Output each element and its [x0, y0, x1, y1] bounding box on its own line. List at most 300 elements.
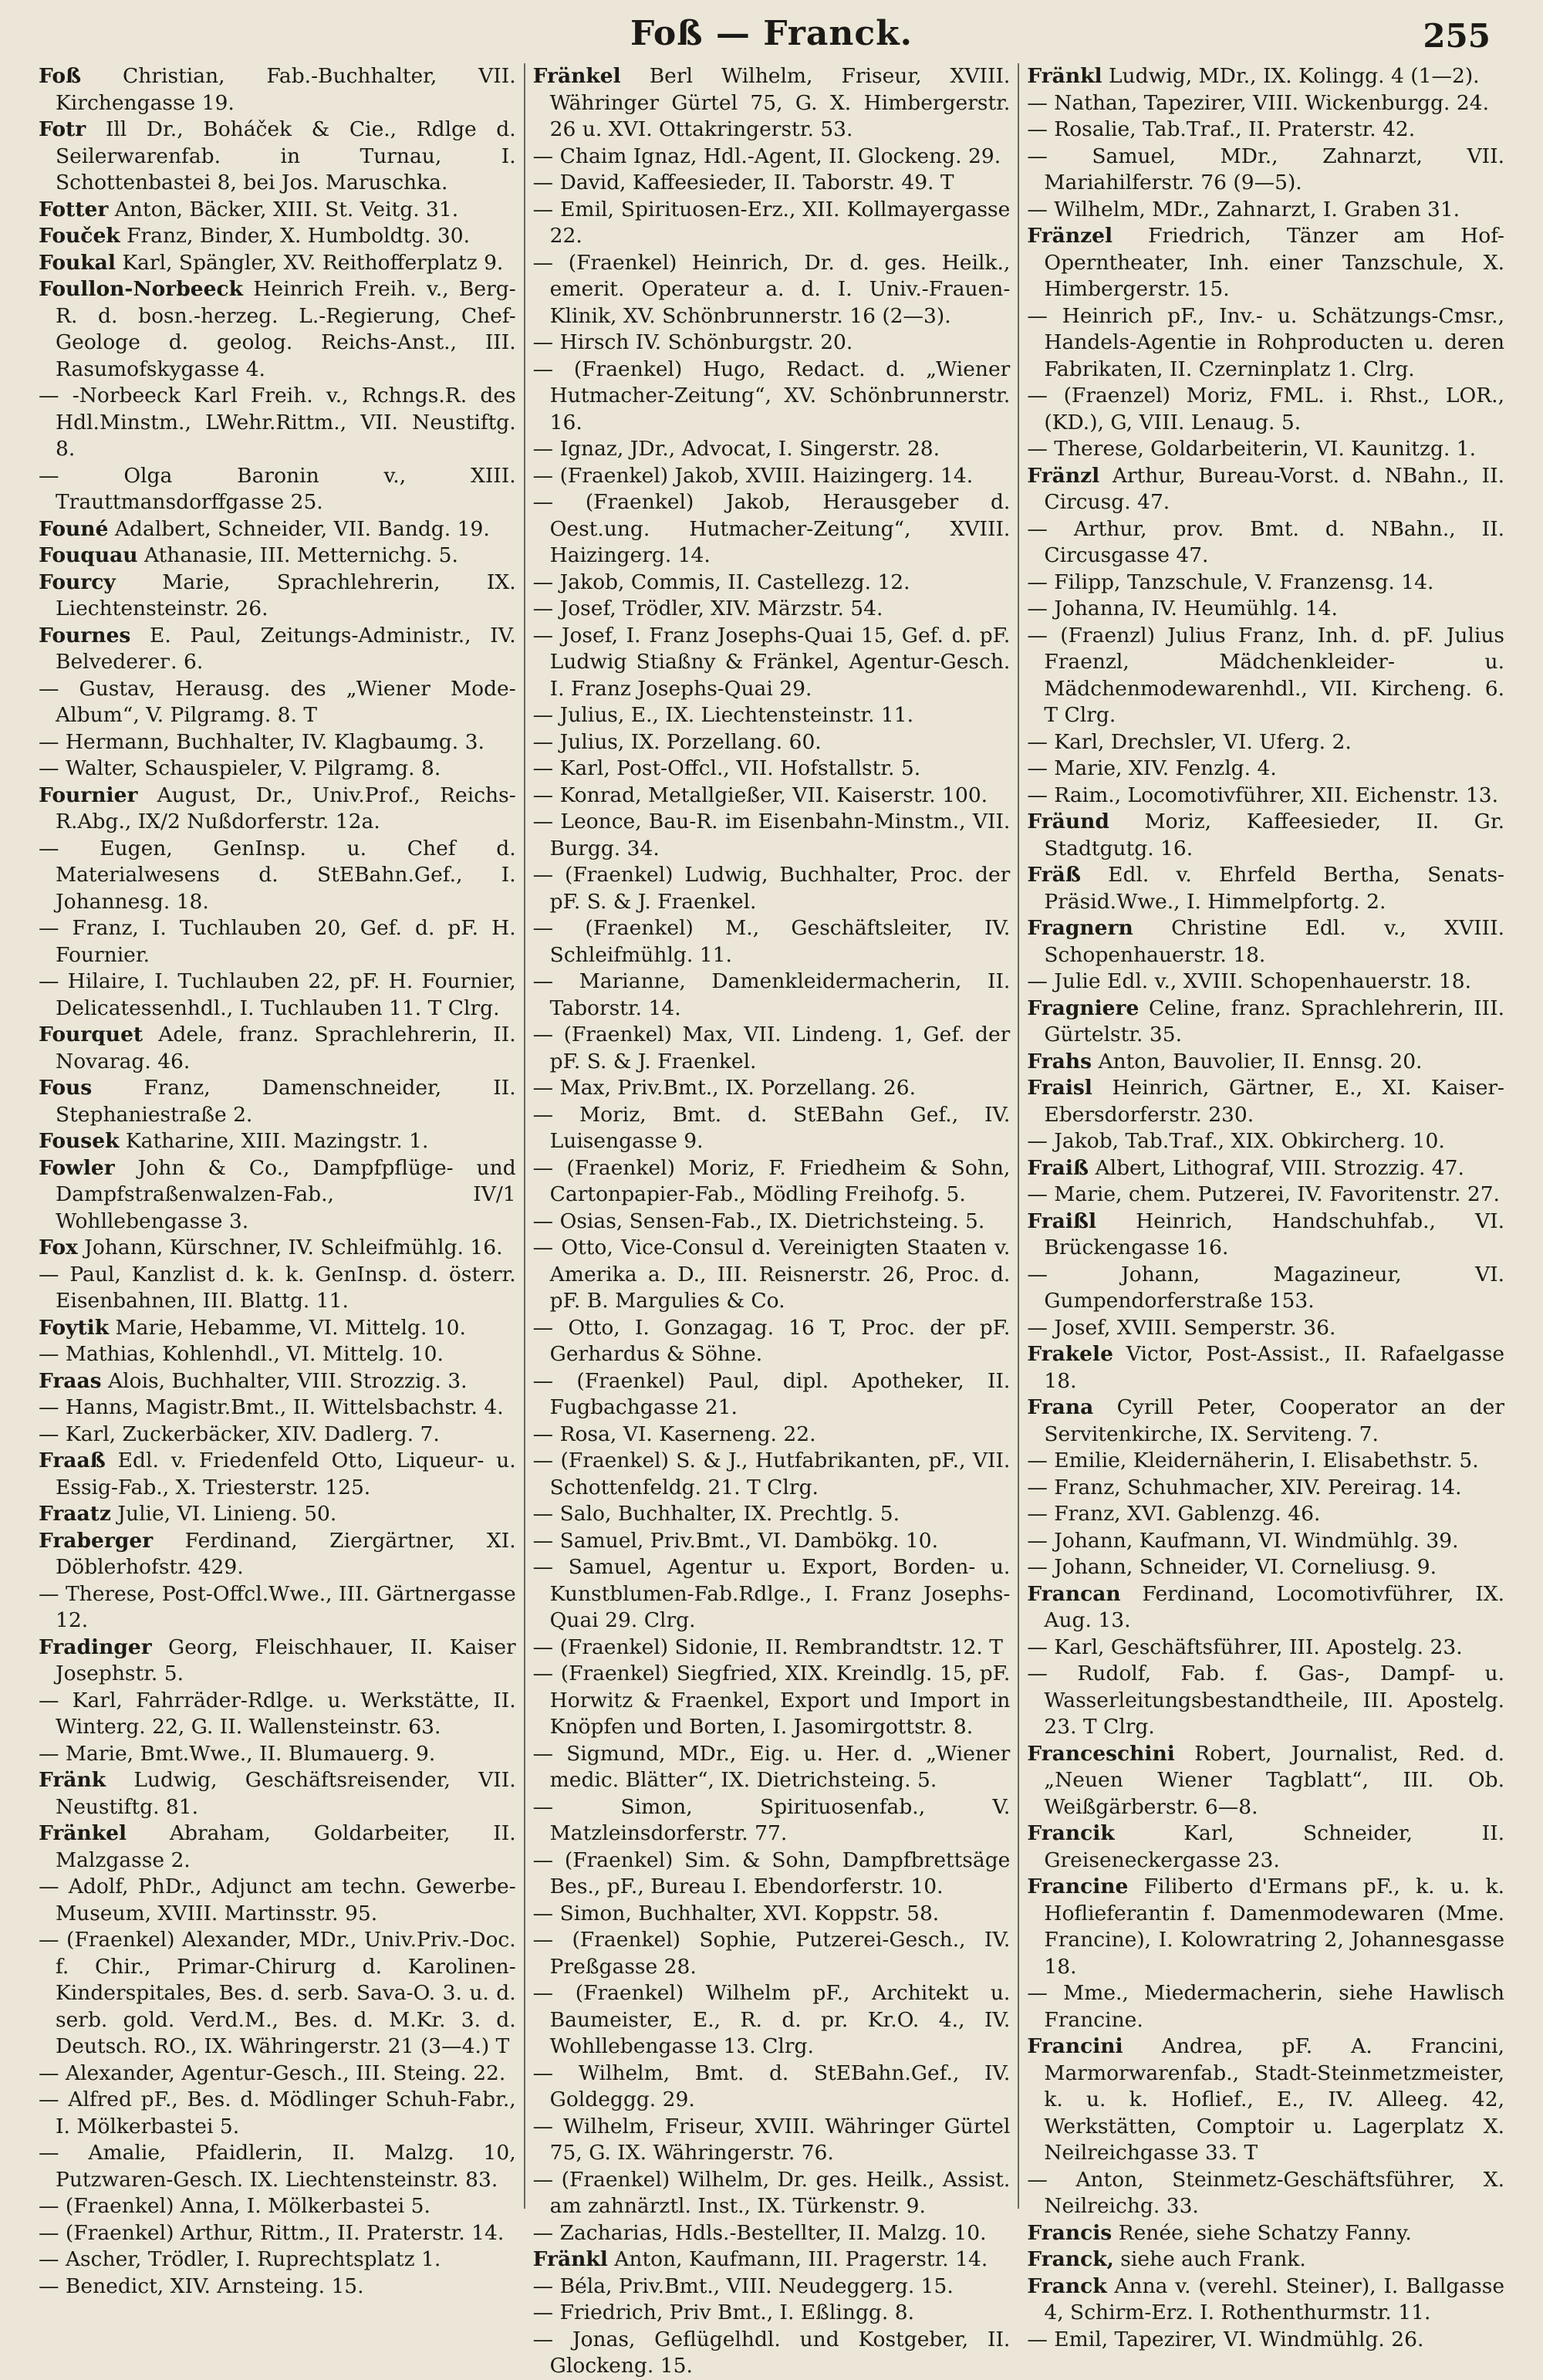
entry-text: — Anton, Steinmetz-Geschäftsführer, X. Neilreichg. 33. [1027, 2167, 1505, 2218]
entry-text: — (Fraenkel) Heinrich, Dr. d. ges. Heilk., emerit. Operateur a. d. I. Univ.-Frauen-Klinik, XV. Schönbrunnerstr. 16 (2—3). [532, 250, 1011, 328]
directory-entry [533, 1635, 1011, 1662]
directory-entry [1027, 2246, 1504, 2274]
entry-text: — Jakob, Tab.Traf., XIX. Obkircherg. 10. [1027, 1129, 1445, 1153]
directory-entry [1027, 1635, 1504, 1662]
entry-text: Ludwig, Geschäftsreisender, VII. Neustiftg. 81. [56, 1768, 516, 1819]
directory-entry [1027, 1820, 1504, 1874]
entry-text: — Josef, I. Franz Josephs-Quai 15, Gef. d. pF. Ludwig Stiaßny & Fränkel, Agentur-Gesch. I. Franz Josephs-Quai 29. [532, 623, 1011, 701]
entry-text: — Karl, Post-Offcl., VII. Hofstallstr. 5. [532, 756, 921, 780]
entry-text: — Karl, Drechsler, VI. Uferg. 2. [1027, 729, 1352, 754]
directory-entry [533, 1235, 1011, 1315]
entry-text: — Hirsch IV. Schönburgstr. 20. [532, 330, 853, 354]
entry-surname: Fox [39, 1236, 78, 1259]
directory-entry [39, 463, 516, 516]
entry-surname: Fränkl [532, 2247, 608, 2271]
directory-entry [39, 223, 516, 250]
directory-entry [533, 596, 1011, 623]
entry-text: — Marie, Bmt.Wwe., II. Blumauerg. 9. [39, 1741, 436, 1766]
entry-text: Edl. v. Ehrfeld Bertha, Senats-Präsid.Wwe., I. Himmelpfortg. 2. [1044, 863, 1505, 914]
directory-entry [533, 1528, 1011, 1555]
entry-surname: Frana [1027, 1395, 1094, 1419]
directory-entry [39, 1315, 516, 1342]
entry-text: — Amalie, Pfaidlerin, II. Malzg. 10, Putzwaren-Gesch. IX. Liechtensteinstr. 83. [39, 2141, 516, 2192]
entry-text: — (Fraenkel) Sim. & Sohn, Dampfbrettsäge Bes., pF., Bureau I. Ebendorferstr. 10. [532, 1848, 1011, 1898]
directory-entry [533, 2061, 1011, 2114]
directory-entry [1027, 1209, 1504, 1262]
entry-text: Filiberto d'Ermans pF., k. u. k. Hoflieferantin f. Damenmodewaren (Mme. Francine), I. Kolowratring 2, Johannesgasse 18. [1044, 1875, 1505, 1979]
directory-entry [1027, 90, 1504, 117]
column-left [31, 63, 524, 2298]
directory-entry [533, 1980, 1011, 2061]
entry-text: Heinrich, Handschuhfab., VI. Brückengasse 16. [1044, 1209, 1505, 1259]
entry-text: Berl Wilhelm, Friseur, XVIII. Währinger Gürtel 75, G. X. Himbergerstr. 26 u. XVI. Ottakringerstr. 53. [549, 64, 1011, 141]
entry-surname: Fränkl [1027, 64, 1102, 88]
entry-text: Adalbert, Schneider, VII. Bandg. 19. [108, 516, 490, 541]
entry-surname: Fraiß [1027, 1155, 1089, 1180]
directory-entry [39, 2220, 516, 2247]
directory-entry [39, 1501, 516, 1528]
entry-text: — Emil, Spirituosen-Erz., XII. Kollmayergasse 22. [532, 197, 1011, 248]
entry-text: Franz, Damenschneider, II. Stephaniestraße 2. [56, 1076, 516, 1127]
entry-text: — Sigmund, MDr., Eig. u. Her. d. „Wiener medic. Blätter“, IX. Dietrichsteing. 5. [532, 1741, 1011, 1792]
entry-surname: Francan [1027, 1581, 1121, 1606]
entry-text: — Johann, Kaufmann, VI. Windmühlg. 39. [1027, 1528, 1459, 1553]
directory-entry [39, 1262, 516, 1315]
entry-surname: Fragnern [1027, 916, 1133, 940]
entry-text: — (Fraenkel) M., Geschäftsleiter, IV. Schleifmühlg. 11. [532, 916, 1011, 967]
directory-entry [533, 1422, 1011, 1449]
entry-text: — Simon, Buchhalter, XVI. Koppstr. 58. [532, 1901, 940, 1925]
directory-entry [533, 1661, 1011, 1741]
entry-text: Katharine, XIII. Mazingstr. 1. [119, 1129, 429, 1153]
directory-entry [39, 2193, 516, 2220]
directory-entry [1027, 1448, 1504, 1475]
entry-text: — Mathias, Kohlenhdl., VI. Mittelg. 10. [39, 1342, 444, 1366]
directory-entry [39, 543, 516, 570]
entry-text: Marie, Sprachlehrerin, IX. Liechtensteinstr. 26. [56, 570, 516, 620]
entry-text: — Johann, Schneider, VI. Corneliusg. 9. [1027, 1555, 1437, 1579]
directory-entry [1027, 63, 1504, 90]
entry-text: — (Fraenkel) Moriz, F. Friedheim & Sohn, Cartonpapier-Fab., Mödling Freihofg. 5. [532, 1155, 1011, 1206]
entry-surname: Foullon-Norbeeck [39, 277, 243, 301]
entry-text: — Konrad, Metallgießer, VII. Kaiserstr. 100. [532, 783, 988, 807]
directory-entry [533, 436, 1011, 463]
entry-surname: Francine [1027, 1875, 1129, 1898]
directory-entry [1027, 516, 1504, 570]
entry-text: — Moriz, Bmt. d. StEBahn Gef., IV. Luisengasse 9. [532, 1102, 1011, 1153]
entry-text: — Filipp, Tanzschule, V. Franzensg. 14. [1027, 570, 1434, 594]
directory-entry [1027, 2220, 1504, 2247]
entry-text: Andrea, pF. A. Francini, Marmorwarenfab., Stadt-Steinmetzmeister, k. u. k. Hoflief., E., IV. Alleeg. 42, Werkstätten, Comptoir u. Lagerplatz X. Neilreichgasse 33. T [1044, 2034, 1505, 2165]
entry-text: — Zacharias, Hdls.-Bestellter, II. Malzg. 10. [532, 2220, 987, 2245]
entry-surname: Fousek [39, 1129, 120, 1153]
entry-text: Renée, siehe Schatzy Fanny. [1112, 2220, 1412, 2245]
entry-text: — Adolf, PhDr., Adjunct am techn. Gewerbe-Museum, XVIII. Martinsstr. 95. [39, 1875, 516, 1925]
directory-entry [533, 1741, 1011, 1794]
entry-text: — Otto, Vice-Consul d. Vereinigten Staaten v. Amerika a. D., III. Reisnerstr. 26, Proc. d. pF. B. Margulies & Co. [532, 1236, 1011, 1313]
directory-entry [533, 2274, 1011, 2301]
directory-entry [533, 1075, 1011, 1102]
directory-entry [39, 1075, 516, 1128]
entry-text: — Arthur, prov. Bmt. d. NBahn., II. Circusgasse 47. [1027, 516, 1505, 567]
entry-text: Anna v. (verehl. Steiner), I. Ballgasse 4, Schirm-Erz. I. Rothenthurmstr. 11. [1044, 2274, 1505, 2324]
entry-text: Anton, Kaufmann, III. Pragerstr. 14. [607, 2247, 988, 2271]
directory-entry [533, 2167, 1011, 2220]
entry-text: — Simon, Spirituosenfab., V. Matzleinsdorferstr. 77. [532, 1794, 1011, 1845]
entry-text: — Julius, E., IX. Liechtensteinstr. 11. [532, 703, 914, 727]
entry-text: Franz, Binder, X. Humboldtg. 30. [120, 224, 471, 248]
directory-entry [1027, 383, 1504, 436]
directory-entry [533, 1022, 1011, 1075]
entry-surname: Fraas [39, 1368, 102, 1393]
directory-entry [1027, 2327, 1504, 2354]
directory-entry [533, 1102, 1011, 1155]
entry-text: — Alexander, Agentur-Gesch., III. Steing. 22. [39, 2061, 506, 2085]
entry-text: Christian, Fab.-Buchhalter, VII. Kirchengasse 19. [56, 64, 516, 115]
entry-surname: Fouquau [39, 543, 138, 567]
entry-text: — Salo, Buchhalter, IX. Prechtlg. 5. [532, 1502, 900, 1526]
entry-text: — Karl, Zuckerbäcker, XIV. Dadlerg. 7. [39, 1422, 440, 1446]
entry-surname: Fränzel [1027, 224, 1113, 248]
entry-surname: Fouček [39, 224, 120, 248]
directory-entry [533, 702, 1011, 729]
entry-text: Celine, franz. Sprachlehrerin, III. Gürtelstr. 35. [1044, 996, 1505, 1046]
entry-text: Cyrill Peter, Cooperator an der Servitenkirche, IX. Serviteng. 7. [1044, 1395, 1505, 1446]
entry-text: Ferdinand, Locomotivführer, IX. Aug. 13. [1044, 1581, 1505, 1632]
directory-entry [1027, 915, 1504, 969]
entry-text: — (Fraenkel) Arthur, Rittm., II. Praterstr. 14. [39, 2220, 505, 2245]
entry-text: — Otto, I. Gonzagag. 16 T, Proc. der pF. Gerhardus & Söhne. [532, 1315, 1011, 1366]
entry-text: — Josef, Trödler, XIV. Märzstr. 54. [532, 597, 883, 620]
directory-entry [533, 2327, 1011, 2380]
directory-entry [39, 516, 516, 543]
directory-entry [533, 809, 1011, 862]
entry-text: Heinrich Freih. v., Berg-R. d. bosn.-herzeg. L.-Regierung, Chef-Geologe d. geolog. Reichs-Anst., III. Rasumofskygasse 4. [56, 277, 516, 381]
entry-text: — Marie, XIV. Fenzlg. 4. [1027, 756, 1277, 780]
directory-entry [39, 729, 516, 756]
entry-text: — Olga Baronin v., XIII. Trauttmansdorffgasse 25. [39, 463, 516, 514]
entry-text: Julie, VI. Linieng. 50. [110, 1502, 337, 1526]
directory-entry [533, 1927, 1011, 1980]
entry-text: Anton, Bäcker, XIII. St. Veitg. 31. [108, 197, 459, 221]
entry-text: — (Fraenkel) Hugo, Redact. d. „Wiener Hutmacher-Zeitung“, XV. Schönbrunnerstr. 16. [532, 357, 1011, 434]
entry-text: — (Fraenzl) Julius Franz, Inh. d. pF. Julius Fraenzl, Mädchenkleider- u. Mädchenmodewarenhdl., VII. Kircheng. 6. T Clrg. [1027, 623, 1505, 727]
directory-entry [533, 570, 1011, 597]
directory-entry [533, 969, 1011, 1022]
directory-entry [533, 357, 1011, 437]
entry-surname: Fourcy [39, 570, 116, 594]
directory-entry [39, 1155, 516, 1236]
entry-text: Arthur, Bureau-Vorst. d. NBahn., II. Circusg. 47. [1044, 463, 1505, 514]
entry-text: — Rudolf, Fab. f. Gas-, Dampf- u. Wasserleitungsbestandtheile, III. Apostelg. 23. T Clrg. [1027, 1662, 1505, 1739]
entry-text: — (Fraenkel) Jakob, XVIII. Haizingerg. 14. [532, 463, 974, 488]
entry-text: — (Fraenkel) Wilhelm pF., Architekt u. Baumeister, E., R. d. pr. Kr.O. 4., IV. Wohllebengasse 13. Clrg. [532, 1981, 1011, 2058]
directory-entry [533, 2114, 1011, 2167]
entry-text: — (Fraenkel) Anna, I. Mölkerbastei 5. [39, 2194, 430, 2218]
directory-entry [533, 1155, 1011, 1209]
directory-entry [533, 489, 1011, 570]
entry-text: — (Fraenkel) Paul, dipl. Apotheker, II. Fugbachgasse 21. [532, 1368, 1011, 1419]
entry-text: — Samuel, MDr., Zahnarzt, VII. Mariahilferstr. 76 (9—5). [1027, 144, 1505, 194]
directory-entry [533, 144, 1011, 171]
entry-text: — Julius, IX. Porzellang. 60. [532, 729, 822, 754]
entry-text: — Ascher, Trödler, I. Ruprechtsplatz 1. [39, 2247, 441, 2271]
entry-text: Victor, Post-Assist., II. Rafaelgasse 18. [1044, 1342, 1505, 1393]
directory-entry [533, 330, 1011, 357]
entry-text: Abraham, Goldarbeiter, II. Malzgasse 2. [56, 1821, 516, 1872]
directory-entry [39, 2061, 516, 2088]
directory-entry [1027, 436, 1504, 463]
entry-text: Moriz, Kaffeesieder, II. Gr. Stadtgutg. 16. [1044, 810, 1505, 860]
entry-text: Adele, franz. Sprachlehrerin, II. Novarag. 46. [56, 1023, 516, 1073]
entry-text: — Johann, Magazineur, VI. Gumpendorferstraße 153. [1027, 1262, 1505, 1313]
directory-entry [39, 2274, 516, 2301]
entry-surname: Fous [39, 1076, 93, 1100]
directory-entry [1027, 1315, 1504, 1342]
directory-entry [533, 1554, 1011, 1635]
directory-entry [533, 1368, 1011, 1422]
entry-text: — (Fraenkel) Ludwig, Buchhalter, Proc. der pF. S. & J. Fraenkel. [532, 863, 1011, 914]
entry-surname: Fraisl [1027, 1076, 1092, 1100]
directory-entry [39, 1874, 516, 1927]
directory-entry [39, 1022, 516, 1075]
directory-entry [1027, 783, 1504, 810]
entry-text: John & Co., Dampfpflüge- und Dampfstraßenwalzen-Fab., IV/1 Wohllebengasse 3. [56, 1155, 516, 1233]
entry-text: — (Fraenkel) Wilhelm, Dr. ges. Heilk., Assist. am zahnärztl. Inst., IX. Türkenstr. 9. [532, 2167, 1011, 2218]
directory-entry [39, 1128, 516, 1155]
entry-text: — Friedrich, Priv Bmt., I. Eßlingg. 8. [532, 2301, 914, 2324]
entry-surname: Fraberger [39, 1528, 154, 1553]
page-number: 255 [1423, 17, 1491, 55]
entry-text: — Samuel, Priv.Bmt., VI. Dambökg. 10. [532, 1528, 939, 1553]
entry-text: — Wilhelm, Bmt. d. StEBahn.Gef., IV. Goldeggg. 29. [532, 2061, 1011, 2111]
entry-text: — Hilaire, I. Tuchlauben 22, pF. H. Fournier, Delicatessenhdl., I. Tuchlauben 11. T Clrg. [39, 969, 516, 1020]
directory-entry [39, 1528, 516, 1581]
entry-text: — -Norbeeck Karl Freih. v., Rchngs.R. des Hdl.Minstm., LWehr.Rittm., VII. Neustiftg. 8. [39, 384, 516, 461]
entry-surname: Fräß [1027, 863, 1081, 887]
directory-entry [533, 1848, 1011, 1901]
column-right [1018, 63, 1512, 2351]
directory-entry [533, 783, 1011, 810]
entry-text: — Emil, Tapezirer, VI. Windmühlg. 26. [1027, 2327, 1424, 2351]
directory-entry [1027, 1980, 1504, 2033]
entry-text: — Chaim Ignaz, Hdl.-Agent, II. Glockeng. 29. [532, 144, 1001, 168]
entry-surname: Fräund [1027, 810, 1109, 833]
directory-entry [1027, 1554, 1504, 1581]
directory-entry [533, 2300, 1011, 2327]
entry-text: Ferdinand, Ziergärtner, XI. Döblerhofstr. 429. [56, 1528, 516, 1579]
entry-text: — (Fraenkel) Jakob, Herausgeber d. Oest.ung. Hutmacher-Zeitung“, XVIII. Haizingerg. 14. [532, 490, 1011, 567]
entry-text: — Marianne, Damenkleidermacherin, II. Taborstr. 14. [532, 969, 1011, 1020]
directory-entry [39, 1767, 516, 1820]
entry-text: — Hanns, Magistr.Bmt., II. Wittelsbachstr. 4. [39, 1395, 504, 1419]
directory-entry [39, 1927, 516, 2061]
directory-entry [533, 170, 1011, 197]
directory-entry [1027, 809, 1504, 862]
directory-entry [39, 783, 516, 836]
entry-surname: Fotter [39, 197, 109, 221]
entry-surname: Fränzl [1027, 463, 1100, 488]
entry-text: — Heinrich pF., Inv.- u. Schätzungs-Cmsr., Handels-Agentie in Rohproducten u. deren Fabrikaten, II. Czerninplatz 1. Clrg. [1027, 303, 1505, 381]
directory-entry [39, 623, 516, 676]
entry-surname: Fournier [39, 783, 138, 807]
directory-entry [39, 197, 516, 224]
directory-entry [533, 63, 1011, 144]
entry-surname: Franceschini [1027, 1741, 1175, 1766]
directory-entry [1027, 1128, 1504, 1155]
entry-text: — (Fraenkel) Sidonie, II. Rembrandtstr. 12. T [532, 1635, 1003, 1659]
directory-entry [39, 117, 516, 197]
directory-entry [1027, 1501, 1504, 1528]
directory-entry [1027, 996, 1504, 1049]
entry-text: — David, Kaffeesieder, II. Taborstr. 49. T [532, 171, 954, 194]
entry-surname: Fotr [39, 117, 86, 141]
directory-entry [1027, 197, 1504, 224]
directory-entry [39, 1395, 516, 1422]
entry-surname: Foytik [39, 1315, 110, 1340]
entry-surname: Fränkel [39, 1821, 127, 1845]
directory-entry [39, 63, 516, 117]
directory-entry [1027, 1049, 1504, 1076]
directory-entry [533, 2220, 1011, 2247]
entry-text: Marie, Hebamme, VI. Mittelg. 10. [109, 1315, 466, 1340]
directory-entry [533, 756, 1011, 783]
entry-text: Friedrich, Tänzer am Hof-Operntheater, Inh. einer Tanzschule, X. Himbergerstr. 15. [1044, 224, 1505, 301]
directory-entry [1027, 756, 1504, 783]
entry-text: — Therese, Goldarbeiterin, VI. Kaunitzg. 1. [1027, 437, 1477, 461]
directory-entry [39, 1341, 516, 1368]
entry-text: — Franz, I. Tuchlauben 20, Gef. d. pF. H. Fournier. [39, 916, 516, 967]
directory-entry [1027, 969, 1504, 996]
page-header [46, 14, 1497, 68]
entry-text: — Hermann, Buchhalter, IV. Klagbaumg. 3. [39, 729, 485, 754]
directory-entry [1027, 1874, 1504, 1980]
entry-text: — Wilhelm, Friseur, XVIII. Währinger Gürtel 75, G. IX. Währingerstr. 76. [532, 2114, 1011, 2165]
entry-surname: Founé [39, 516, 109, 541]
directory-entry [1027, 623, 1504, 729]
entry-text: Robert, Journalist, Red. d. „Neuen Wiener Tagblatt“, III. Ob. Weißgärberstr. 6—8. [1044, 1741, 1505, 1819]
directory-entry [1027, 570, 1504, 597]
directory-entry [533, 1448, 1011, 1501]
entry-text: — Franz, XVI. Gablenzg. 46. [1027, 1502, 1321, 1526]
directory-entry [533, 1315, 1011, 1368]
directory-entry [533, 862, 1011, 915]
entry-text: — Paul, Kanzlist d. k. k. GenInsp. d. österr. Eisenbahnen, III. Blattg. 11. [39, 1262, 516, 1313]
directory-entry [39, 2246, 516, 2274]
entry-surname: Francis [1027, 2220, 1113, 2245]
entry-text: Albert, Lithograf, VIII. Strozzig. 47. [1089, 1155, 1464, 1180]
directory-entry [533, 250, 1011, 330]
entry-surname: Frakele [1027, 1342, 1113, 1366]
directory-columns [31, 63, 1512, 2378]
directory-entry [39, 1422, 516, 1449]
entry-text: Georg, Fleischhauer, II. Kaiser Josephstr. 5. [56, 1635, 516, 1685]
entry-text: — (Fraenkel) Sophie, Putzerei-Gesch., IV. Preßgasse 28. [532, 1928, 1011, 1979]
entry-text: — Alfred pF., Bes. d. Mödlinger Schuh-Fabr., I. Mölkerbastei 5. [39, 2088, 516, 2138]
entry-surname: Fränk [39, 1768, 106, 1792]
entry-text: — Jakob, Commis, II. Castellezg. 12. [532, 570, 910, 594]
entry-text: — Samuel, Agentur u. Export, Borden- u. Kunstblumen-Fab.Rdlge., I. Franz Josephs-Quai 29. Clrg. [532, 1555, 1011, 1632]
directory-entry [39, 1235, 516, 1262]
directory-entry [1027, 117, 1504, 144]
entry-text: — Franz, Schuhmacher, XIV. Pereirag. 14. [1027, 1475, 1462, 1499]
directory-entry [533, 463, 1011, 490]
directory-entry [39, 383, 516, 463]
entry-text: Heinrich, Gärtner, E., XI. Kaiser-Ebersdorferstr. 230. [1044, 1076, 1505, 1127]
entry-text: — Osias, Sensen-Fab., IX. Dietrichsteing. 5. [532, 1209, 985, 1233]
directory-entry [1027, 729, 1504, 756]
entry-surname: Franck, [1027, 2247, 1114, 2271]
directory-entry [533, 915, 1011, 969]
directory-entry [1027, 303, 1504, 384]
directory-entry [1027, 1661, 1504, 1741]
directory-entry [39, 250, 516, 277]
directory-entry [1027, 1155, 1504, 1182]
directory-entry [1027, 1262, 1504, 1315]
entry-text: August, Dr., Univ.Prof., Reichs-R.Abg., IX/2 Nußdorferstr. 12a. [56, 783, 516, 833]
directory-entry [39, 969, 516, 1022]
directory-entry [1027, 2274, 1504, 2327]
entry-surname: Fränkel [532, 64, 621, 88]
entry-text: Athanasie, III. Metternichg. 5. [137, 543, 458, 567]
entry-text: — Rosalie, Tab.Traf., II. Praterstr. 42. [1027, 117, 1416, 141]
directory-entry [1027, 1528, 1504, 1555]
entry-text: — Gustav, Herausg. des „Wiener Mode-Album“, V. Pilgramg. 8. T [39, 676, 516, 727]
directory-entry [1027, 2033, 1504, 2167]
entry-surname: Fraaß [39, 1449, 106, 1472]
entry-text: — Eugen, GenInsp. u. Chef d. Materialwesens d. StEBahn.Gef., I. Johannesg. 18. [39, 836, 516, 914]
directory-entry [1027, 596, 1504, 623]
entry-text: Alois, Buchhalter, VIII. Strozzig. 3. [101, 1368, 468, 1393]
directory-entry [39, 1688, 516, 1741]
directory-entry [533, 1901, 1011, 1928]
directory-entry [39, 2140, 516, 2193]
entry-surname: Franck [1027, 2274, 1107, 2298]
directory-entry [533, 197, 1011, 250]
entry-text: — Benedict, XIV. Arnsteing. 15. [39, 2274, 364, 2298]
entry-text: — Rosa, VI. Kaserneng. 22. [532, 1422, 816, 1446]
directory-entry [39, 1581, 516, 1635]
directory-entry [1027, 862, 1504, 915]
entry-text: — Emilie, Kleidernäherin, I. Elisabethstr. 5. [1027, 1449, 1479, 1472]
entry-surname: Fowler [39, 1155, 115, 1180]
directory-entry [533, 1209, 1011, 1236]
entry-text: — Wilhelm, MDr., Zahnarzt, I. Graben 31. [1027, 197, 1460, 221]
entry-surname: Fraißl [1027, 1209, 1097, 1233]
entry-surname: Francik [1027, 1821, 1115, 1845]
directory-entry [1027, 1075, 1504, 1128]
directory-entry [1027, 2167, 1504, 2220]
directory-entry [39, 915, 516, 969]
entry-text: — (Fraenkel) Max, VII. Lindeng. 1, Gef. der pF. S. & J. Fraenkel. [532, 1023, 1011, 1073]
entry-text: — Mme., Miedermacherin, siehe Hawlisch Francine. [1027, 1981, 1505, 2032]
entry-text: — Therese, Post-Offcl.Wwe., III. Gärtnergasse 12. [39, 1581, 516, 1632]
entry-text: — Walter, Schauspieler, V. Pilgramg. 8. [39, 756, 441, 780]
entry-surname: Foukal [39, 250, 116, 275]
directory-entry [1027, 1341, 1504, 1395]
entry-text: — Max, Priv.Bmt., IX. Porzellang. 26. [532, 1076, 917, 1100]
directory-entry [1027, 1475, 1504, 1502]
entry-text: — Leonce, Bau-R. im Eisenbahn-Minstm., VII. Burgg. 34. [532, 810, 1011, 860]
directory-entry [1027, 1741, 1504, 1821]
entry-text: — Johanna, IV. Heumühlg. 14. [1027, 597, 1338, 620]
entry-surname: Fragniere [1027, 996, 1140, 1020]
directory-entry [39, 756, 516, 783]
directory-entry [533, 729, 1011, 756]
directory-entry [39, 1741, 516, 1768]
entry-text: — (Fraenkel) Alexander, MDr., Univ.Priv.-Doc. f. Chir., Primar-Chirurg d. Karolinen-Kinderspitales, Bes. d. serb. Sava-O. 3. u. d. serb. gold. Verd.M., Bes. d. M.Kr. 3. d. Deutsch. RO., IX. Währingerstr. 21 (3—4.) T [39, 1928, 516, 2058]
entry-text: — Karl, Geschäftsführer, III. Apostelg. 23. [1027, 1635, 1463, 1659]
